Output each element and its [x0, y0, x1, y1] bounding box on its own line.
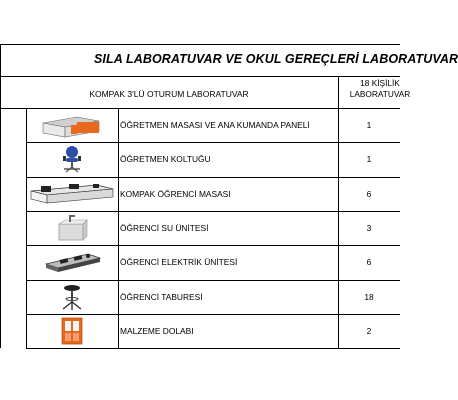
document-title: SILA LABORATUVAR VE OKUL GEREÇLERİ LABORATUVAR: [94, 52, 458, 66]
item-count: 2: [366, 325, 372, 336]
col-divider-image: [118, 108, 119, 348]
item-name: MALZEME DOLABI: [120, 325, 194, 336]
teacher-desk-icon: [26, 108, 118, 142]
office-chair-icon: [26, 142, 118, 176]
image-col-left-border: [26, 108, 27, 348]
item-name: ÖĞRENCİ ELEKTRİK ÜNİTESİ: [120, 257, 238, 268]
table-border-left: [0, 44, 1, 348]
water-unit-icon: [26, 211, 118, 245]
table-border-top: [0, 44, 400, 45]
item-count: 1: [366, 120, 372, 131]
stool-icon: [26, 280, 118, 314]
section-heading: KOMPAK 3'LÜ OTURUM LABORATUVAR: [89, 88, 249, 99]
item-name: ÖĞRETMEN MASASI VE ANA KUMANDA PANELİ: [120, 120, 310, 131]
item-name: ÖĞRETMEN KOLTUĞU: [120, 154, 211, 165]
electric-unit-icon: [26, 245, 118, 279]
item-count: 6: [366, 257, 372, 268]
count-heading: 18 KİŞİLİK LABORATUVAR: [349, 78, 411, 99]
item-count: 3: [366, 223, 372, 234]
item-name: KOMPAK ÖĞRENCİ MASASI: [120, 188, 231, 199]
row-divider: [26, 348, 400, 349]
item-count: 18: [364, 291, 374, 302]
title-border-bottom: [0, 76, 400, 77]
material-cabinet-icon: [26, 314, 118, 348]
item-name: ÖĞRENCİ TABURESİ: [120, 291, 203, 302]
item-count: 6: [366, 188, 372, 199]
item-name: ÖĞRENCİ SU ÜNİTESİ: [120, 223, 209, 234]
item-count: 1: [366, 154, 372, 165]
student-table-icon: [26, 177, 118, 211]
